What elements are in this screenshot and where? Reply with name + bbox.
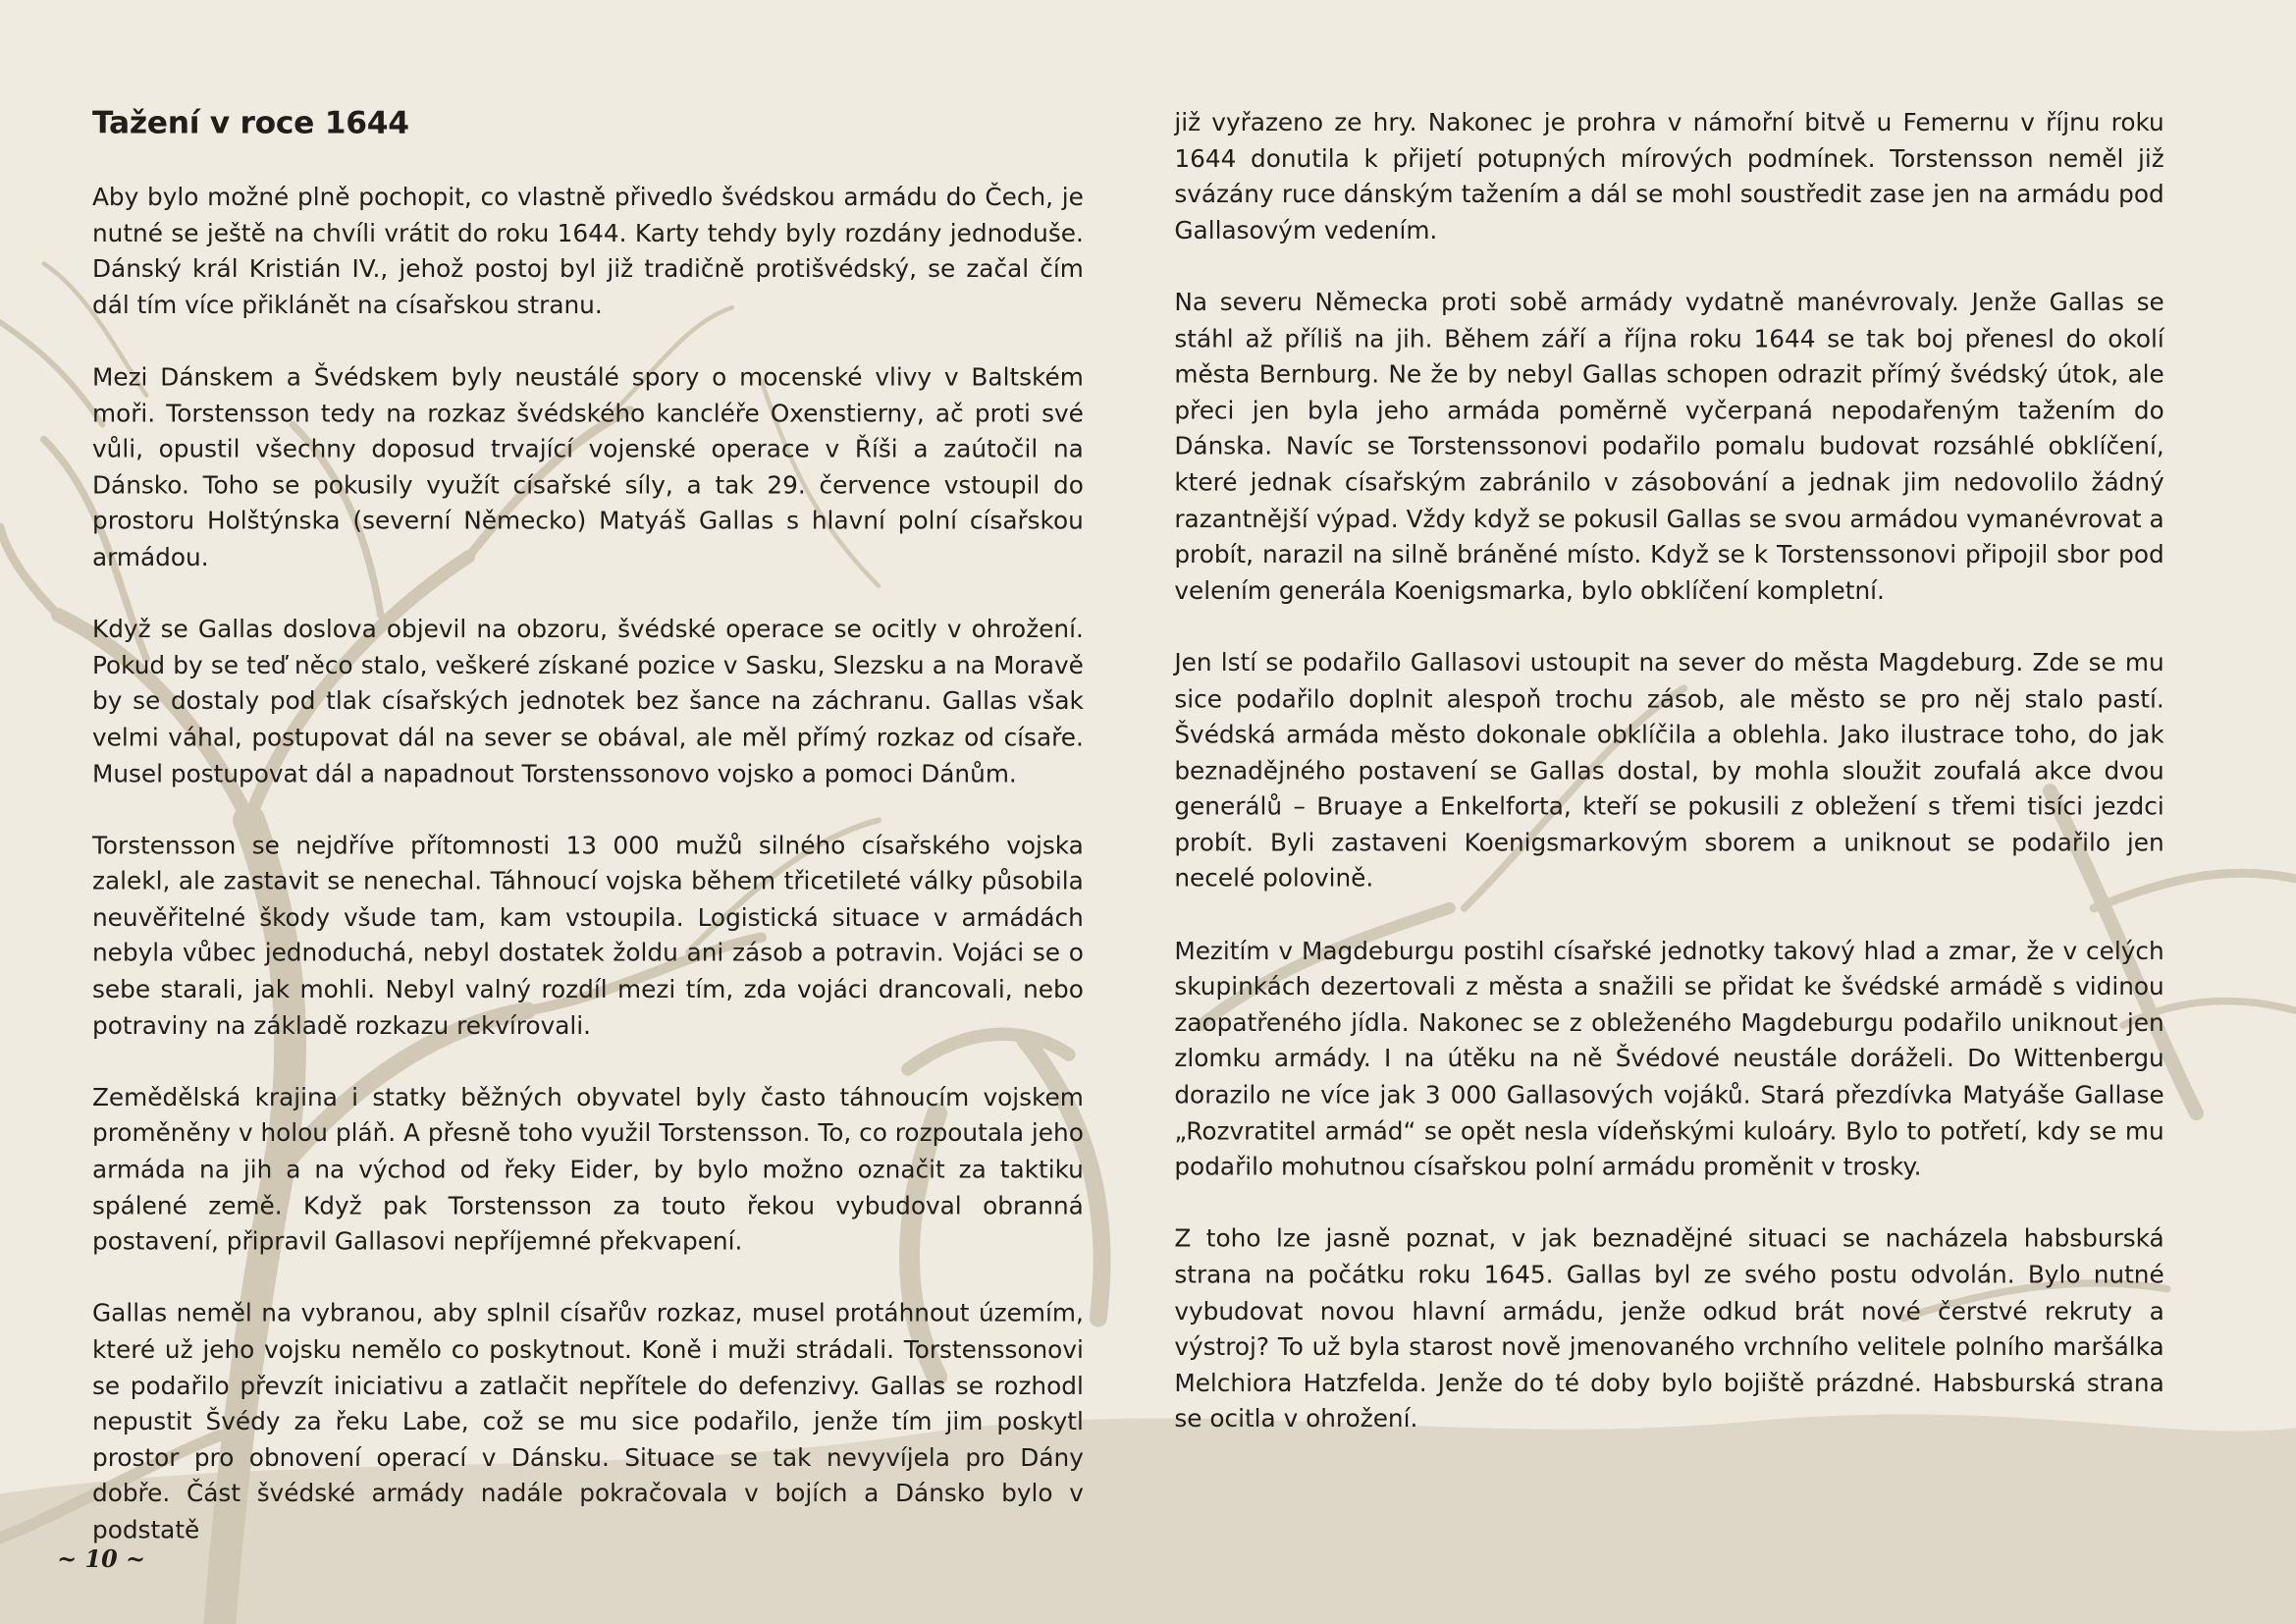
paragraph: Jen lstí se podařilo Gallasovi ustoupit na sever do města Magdeburg. Zde se mu sice podařilo doplnit alespoň trochu zásob, ale město se pro něj stalo pastí. Švédská armáda město dokonale obklíčila a oblehla. Jako ilustrace toho, do jak beznadějného postavení se Gallas dostal, by mohla sloužit zoufalá akce dvou generálů – Bruaye a Enkelforta, kteří se pokusili z obležení s třemi tisíci jezdci probít. Byli zastaveni Koenigsmarkovým sborem a uniknout se podařilo jen necelé polovině.	[1174, 648, 2164, 893]
paragraph: Zemědělská krajina i statky běžných obyvatel byly často táhnoucím vojskem proměněny v holou pláň. A přesně toho využil Torstensson. To, co rozpoutala jeho armáda na jih a na východ od řeky Eider, by bylo možno označit za taktiku spálené země. Když pak Torstensson za touto řekou vybudoval obranná postavení, připravil Gallasovi nepříjemné překvapení.	[91, 1083, 1084, 1256]
page-number: ~ 10 ~	[57, 1544, 146, 1574]
paragraph: Na severu Německa proti sobě armády vydatně manévrovaly. Jenže Gallas se stáhl až příliš na jih. Během září a října roku 1644 se tak boj přenesl do okolí města Bernburg. Ne že by nebyl Gallas schopen odrazit přímý švédský útok, ale přeci jen byla jeho armáda poměrně vyčerpaná nepodařeným tažením do Dánska. Navíc se Torstenssonovi podařilo pomalu budovat rozsáhlé obklíčení, které jednak císařským zabránilo v zásobování a jednak jim nedovolilo žádný razantnější výpad. Vždy když se pokusil Gallas se svou armádou vymanévrovat a probít, narazil na silně bráněné místo. Když se k Torstenssonovi připojil sbor pod velením generála Koenigsmarka, bylo obklíčení kompletní.	[1174, 288, 2164, 605]
paragraph: Torstensson se nejdříve přítomnosti 13 000 mužů silného císařského vojska zalekl, ale zastavit se nenechal. Táhnoucí vojska během třicetileté války působila neuvěřitelné škody všude tam, kam vstoupila. Logistická situace v armádách nebyla vůbec jednoduchá, nebyl dostatek žoldu ani zásob a potravin. Vojáci se o sebe starali, jak mohli. Nebyl valný rozdíl mezi tím, zda vojáci drancovali, nebo potraviny na základě rozkazu rekvírovali.	[91, 831, 1084, 1040]
left-column	[92, 0, 1084, 1585]
paragraph: již vyřazeno ze hry. Nakonec je prohra v námořní bitvě u Femernu v říjnu roku 1644 donutila k přijetí potupných mírových podmínek. Torstensson neměl již svázány ruce dánským tažením a dál se mohl soustředit zase jen na armádu pod Gallasovým vedením.	[1174, 108, 2164, 244]
paragraph: Gallas neměl na vybranou, aby splnil císařův rozkaz, musel protáhnout územím, které už jeho vojsku nemělo co poskytnout. Koně i muži strádali. Torstenssonovi se podařilo převzít iniciativu a zatlačit nepřítele do defenzivy. Gallas se rozhodl nepustit Švédy za řeku Labe, což se mu sice podařilo, jenže tím jim poskytl prostor pro obnovení operací v Dánsku. Situace se tak nevyvíjela pro Dány dobře. Část švédské armády nadále pokračovala v bojích a Dánsko bylo v podstatě	[91, 1299, 1084, 1544]
right-column	[1174, 105, 2163, 1474]
paragraph: Když se Gallas doslova objevil na obzoru, švédské operace se ocitly v ohrožení. Pokud by se teď něco stalo, veškeré získané pozice v Sasku, Slezsku a na Moravě by se dostaly pod tlak císařských jednotek bez šance na záchranu. Gallas však velmi váhal, postupovat dál na sever se obával, ale měl přímý rozkaz od císaře. Musel postupovat dál a napadnout Torstenssonovo vojsko a pomoci Dánům.	[91, 615, 1084, 787]
paragraph: Aby bylo možné plně pochopit, co vlastně přivedlo švédskou armádu do Čech, je nutné se ještě na chvíli vrátit do roku 1644. Karty tehdy byly rozdány jednoduše. Dánský král Kristián IV., jehož postoj byl již tradičně protišvédský, se začal čím dál tím více přiklánět na císařskou stranu.	[91, 183, 1084, 319]
section-heading: Tažení v roce 1644	[91, 105, 409, 141]
paragraph: Z toho lze jasně poznat, v jak beznadějné situaci se nacházela habsburská strana na počátku roku 1645. Gallas byl ze svého postu odvolán. Bylo nutné vybudovat novou hlavní armádu, jenže odkud brát nové čerstvé rekruty a výstroj? To už byla starost nově jmenovaného vrchního velitele polního maršálka Melchiora Hatzfelda. Jenže do té doby bylo bojiště prázdné. Habsburská strana se ocitla v ohrožení.	[1174, 1224, 2164, 1434]
paragraph: Mezi Dánskem a Švédskem byly neustálé spory o mocenské vlivy v Baltském moři. Torstensson tedy na rozkaz švédského kancléře Oxenstierny, ač proti své vůli, opustil všechny doposud trvající vojenské operace v Říši a zaútočil na Dánsko. Toho se pokusily využít císařské síly, a tak 29. července vstoupil do prostoru Holštýnska (severní Německo) Matyáš Gallas s hlavní polní císařskou armádou.	[91, 362, 1084, 571]
paragraph: Mezitím v Magdeburgu postihl císařské jednotky takový hlad a zmar, že v celých skupinkách dezertovali z města a snažili se přidat ke švédské armádě s vidinou zaopatřeného jídla. Nakonec se z obleženého Magdeburgu podařilo uniknout jen zlomku armády. I na útěku na ně Švédové neustále doráželi. Do Wittenbergu dorazilo ne více jak 3 000 Gallasových vojáků. Stará přezdívka Matyáše Gallase „Rozvratitel armád“ se opět nesla vídeňskými kuloáry. Bylo to potřetí, kdy se mu podařilo mohutnou císařskou polní armádu proměnit v trosky.	[1174, 937, 2164, 1181]
